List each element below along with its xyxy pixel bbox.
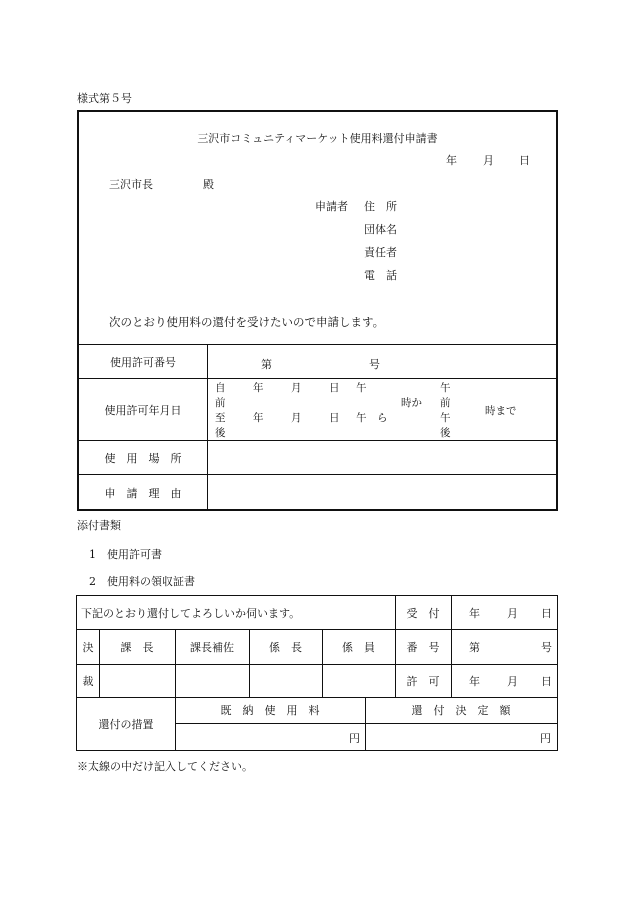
made-label: 時まで [485, 405, 517, 417]
permit-date-row [79, 378, 556, 441]
received-year: 年 [469, 607, 480, 620]
role-assistant-chief: 課長補佐 [190, 641, 234, 654]
applicant-phone-field[interactable]: 電 話 [364, 269, 397, 282]
received-label: 受 付 [406, 607, 440, 620]
applicant-group-field[interactable]: 団体名 [364, 223, 397, 236]
to-ampm-mae: 前 [440, 397, 451, 409]
refund-amount-label: 還 付 決 定 額 [411, 704, 511, 717]
request-text: 次のとおり使用料の還付を受けたいので申請します。 [109, 315, 385, 329]
to-year: 年 [253, 412, 264, 424]
attachments-heading: 添付書類 [77, 519, 121, 532]
to-ampm-go: 午 [440, 382, 451, 394]
from-ampm: 午 [356, 382, 367, 394]
seal-section-chief[interactable] [99, 665, 175, 696]
form-number: 様式第５号 [77, 92, 132, 105]
jika-label: 時か [401, 397, 422, 409]
approval-request-line: 下記のとおり還付してよろしいか伺います。 [81, 607, 301, 620]
reason-label: 申 請 理 由 [104, 486, 182, 500]
to-month: 月 [291, 412, 302, 424]
seal-assistant-chief[interactable] [175, 665, 249, 696]
application-form [77, 110, 558, 511]
reason-field[interactable] [209, 477, 552, 508]
decision-label-2: 裁 [82, 675, 94, 688]
to-ampm-ato: 後 [215, 427, 226, 439]
permit-label: 許 可 [406, 675, 440, 688]
addressee-honorific: 殿 [203, 178, 214, 191]
paid-fee-yen: 円 [349, 732, 360, 745]
to-ampm: 午 [356, 412, 367, 424]
decision-label-1: 決 [82, 641, 94, 654]
footnote: ※太線の中だけ記入してください。 [77, 760, 253, 773]
permit-number-dai: 第 [261, 358, 272, 371]
location-label: 使 用 場 所 [104, 452, 182, 465]
permit-month: 月 [507, 675, 518, 688]
ra-label: ら [377, 412, 388, 424]
seal-staff[interactable] [322, 665, 395, 696]
role-subsection-chief: 係 長 [269, 641, 302, 654]
reason-row [79, 474, 556, 510]
to-label: 至 [215, 412, 226, 424]
received-month: 月 [507, 607, 518, 620]
from-label: 自 [215, 382, 226, 394]
form-title: 三沢市コミュニティマーケット使用料還付申請書 [197, 132, 438, 145]
permit-number-label: 使用許可番号 [110, 356, 176, 369]
permit-number-go: 号 [369, 358, 380, 371]
location-field[interactable] [209, 443, 552, 473]
permit-number-row [79, 344, 556, 379]
received-day: 日 [541, 607, 552, 620]
date-month-field[interactable]: 月 [483, 154, 494, 167]
attachment-item-1: 1 使用許可書 [89, 548, 162, 561]
from-ampm-mae: 前 [215, 397, 226, 409]
from-month: 月 [291, 382, 302, 394]
refund-amount-yen: 円 [540, 732, 551, 745]
number-go: 号 [541, 641, 552, 654]
location-row [79, 440, 556, 475]
applicant-representative-field[interactable]: 責任者 [364, 246, 397, 259]
seal-subsection-chief[interactable] [249, 665, 322, 696]
approval-table [76, 595, 558, 751]
date-day-field[interactable]: 日 [519, 154, 530, 167]
role-section-chief: 課 長 [120, 641, 154, 654]
addressee-name: 三沢市長 [109, 178, 153, 191]
permit-number-field[interactable] [279, 351, 363, 373]
attachment-item-2: 2 使用料の領収証書 [89, 575, 195, 588]
permit-day: 日 [541, 675, 552, 688]
applicant-address-field[interactable]: 住 所 [364, 200, 397, 213]
permit-year: 年 [469, 675, 480, 688]
date-year-field[interactable]: 年 [446, 154, 457, 167]
to-day: 日 [329, 412, 340, 424]
paid-fee-label: 既 納 使 用 料 [220, 704, 320, 717]
permit-date-field[interactable] [79, 379, 556, 441]
to-ampm-go-2: 午 [440, 412, 451, 424]
from-day: 日 [329, 382, 340, 394]
applicant-label: 申請者 [315, 200, 348, 213]
permit-date-label: 使用許可年月日 [104, 404, 182, 417]
number-label: 番 号 [406, 641, 440, 654]
number-dai: 第 [469, 641, 480, 654]
refund-measure-label: 還付の措置 [98, 718, 154, 731]
role-staff: 係 員 [342, 641, 375, 654]
from-year: 年 [253, 382, 264, 394]
to-ampm-ato-2: 後 [440, 427, 451, 439]
